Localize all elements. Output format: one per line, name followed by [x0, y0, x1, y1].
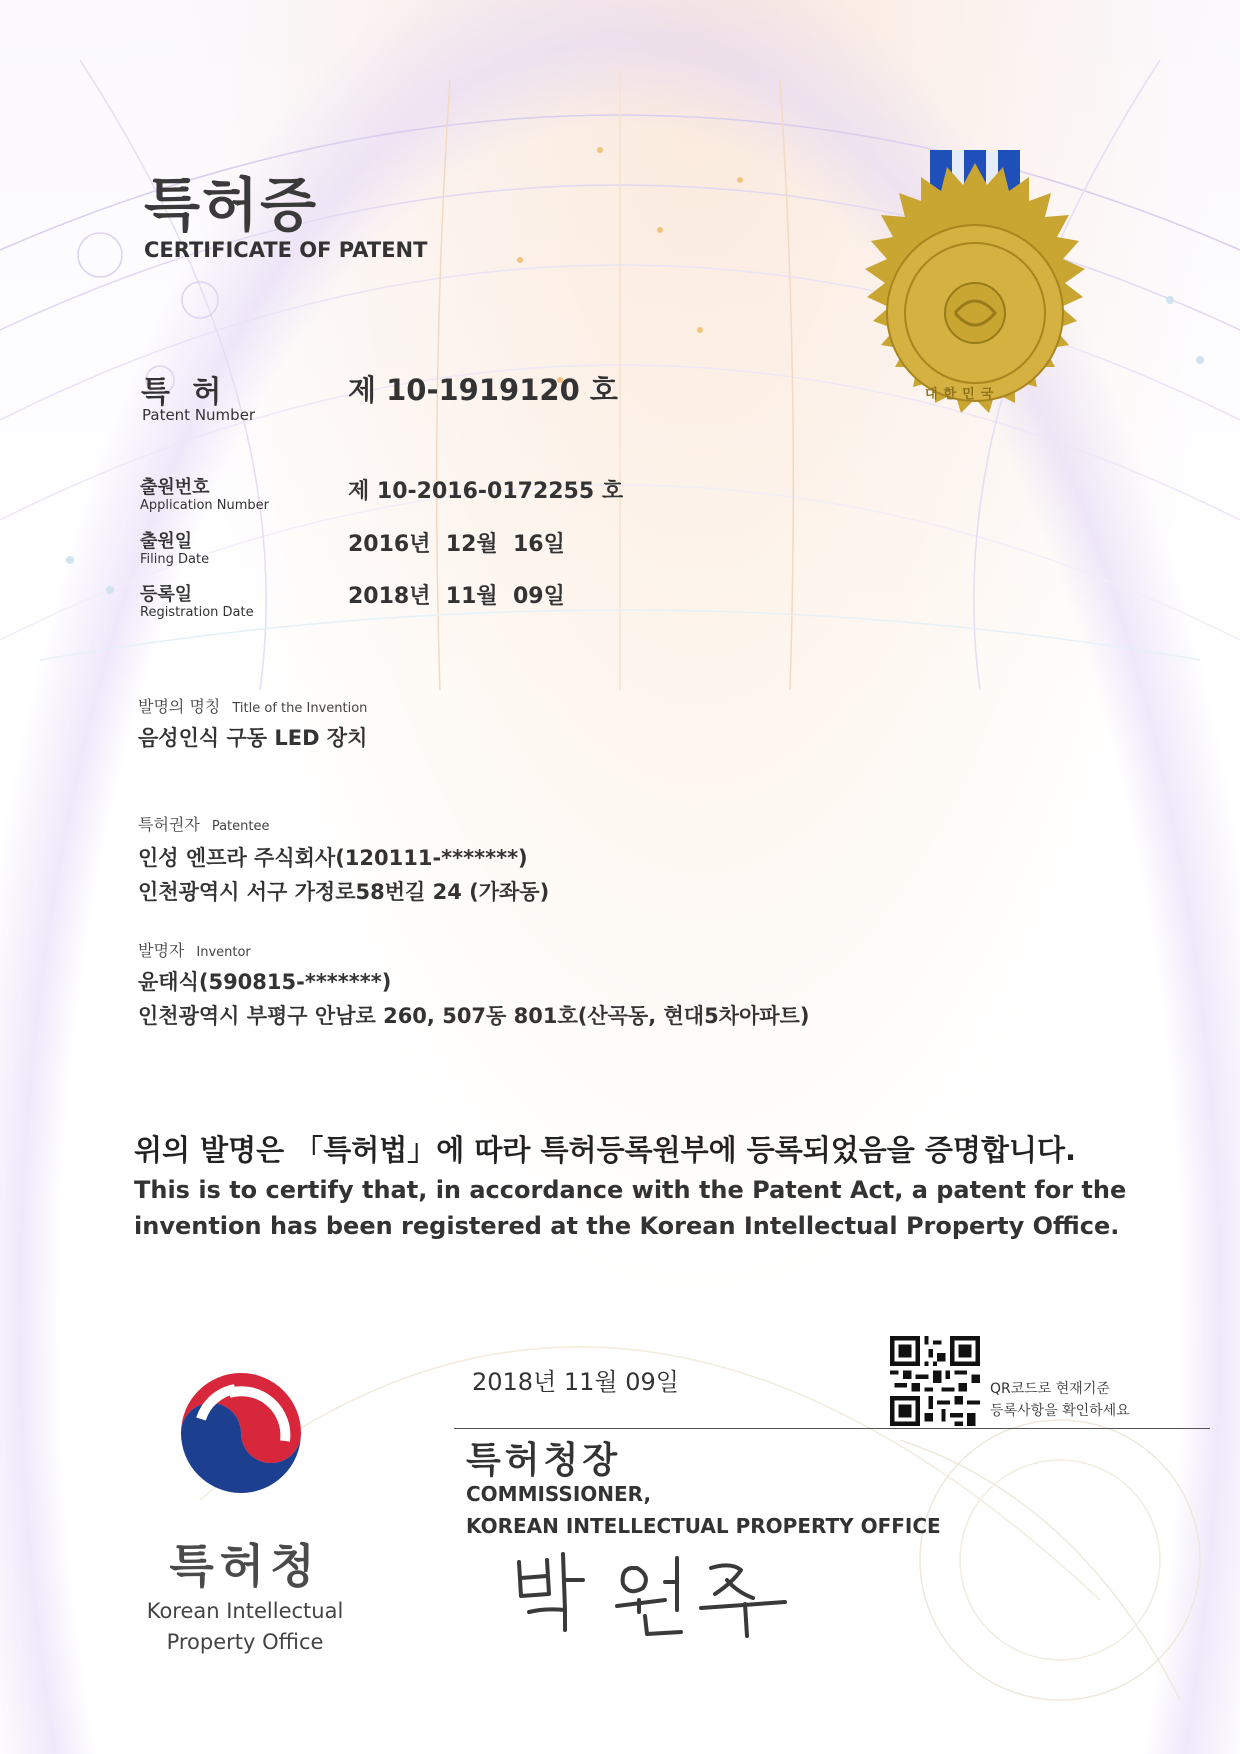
qr-note-line2: 등록사항을 확인하세요: [990, 1403, 1130, 1419]
seal-text: 대한민국: [925, 387, 1000, 402]
qr-code-icon[interactable]: [890, 1336, 980, 1426]
filing-date-label-en: Filing Date: [140, 552, 210, 567]
application-number-label-en: Application Number: [140, 498, 269, 513]
office-name-ko: 특허청: [169, 1539, 321, 1593]
patent-number-value: 제 10-1919120 호: [348, 373, 618, 407]
issue-date: 2018년 11월 09일: [472, 1368, 679, 1396]
gold-seal-icon: [820, 150, 1130, 468]
certificate-subtitle: CERTIFICATE OF PATENT: [144, 238, 428, 262]
inventor-address: 인천광역시 부평구 안남로 260, 507동 801호(산곡동, 현대5차아파트): [138, 1004, 810, 1028]
patentee-address: 인천광역시 서구 가정로58번길 24 (가좌동): [138, 880, 550, 904]
kipo-logo-icon: [178, 1370, 304, 1496]
registration-date-label: 등록일: [140, 584, 193, 605]
inventor-label-en: Inventor: [196, 945, 251, 960]
commissioner-title-en-line1: COMMISSIONER,: [466, 1482, 652, 1506]
signature-divider: [454, 1428, 1210, 1429]
commissioner-title-en: [466, 1478, 941, 1542]
inventor-section-header: [138, 938, 251, 961]
invention-label-en: Title of the Invention: [232, 701, 368, 716]
application-number-value: 제 10-2016-0172255 호: [348, 479, 624, 504]
invention-title: 음성인식 구동 LED 장치: [138, 726, 368, 750]
certification-text-ko: 위의 발명은 「특허법」에 따라 특허등록원부에 등록되었음을 증명합니다.: [134, 1133, 1077, 1167]
qr-note-line1: QR코드로 현재기준: [990, 1381, 1110, 1397]
invention-label: 발명의 명칭: [138, 697, 221, 716]
patent-number-label-en: Patent Number: [142, 406, 256, 424]
application-number-label: 출원번호: [140, 477, 210, 498]
inventor-label: 발명자: [138, 941, 185, 960]
commissioner-signature: [505, 1540, 815, 1640]
invention-section-header: [138, 694, 367, 717]
certification-text-en: This is to certify that, in accordance with the Patent Act, a patent for the invention has been registered at the Korean Intellectual Property Office.: [134, 1176, 1127, 1240]
qr-note: [990, 1378, 1130, 1422]
inventor-name: 윤태식(590815-*******): [138, 970, 392, 994]
certificate-title: 특허증: [144, 171, 319, 239]
registration-date-label-en: Registration Date: [140, 605, 254, 620]
patent-number-label: 특 허: [141, 375, 228, 410]
commissioner-title-en-line2: KOREAN INTELLECTUAL PROPERTY OFFICE: [466, 1514, 941, 1538]
commissioner-title: 특허청장: [466, 1440, 622, 1481]
patentee-label: 특허권자: [138, 815, 200, 834]
patentee-name: 인성 엔프라 주식회사(120111-*******): [138, 846, 528, 870]
patentee-label-en: Patentee: [211, 819, 270, 834]
filing-date-label: 출원일: [140, 531, 193, 552]
office-name-en: Korean Intellectual Property Office: [146, 1599, 344, 1654]
registration-date-value: 2018년 11월 09일: [348, 584, 565, 609]
filing-date-value: 2016년 12월 16일: [348, 532, 565, 557]
patentee-section-header: [138, 812, 269, 835]
